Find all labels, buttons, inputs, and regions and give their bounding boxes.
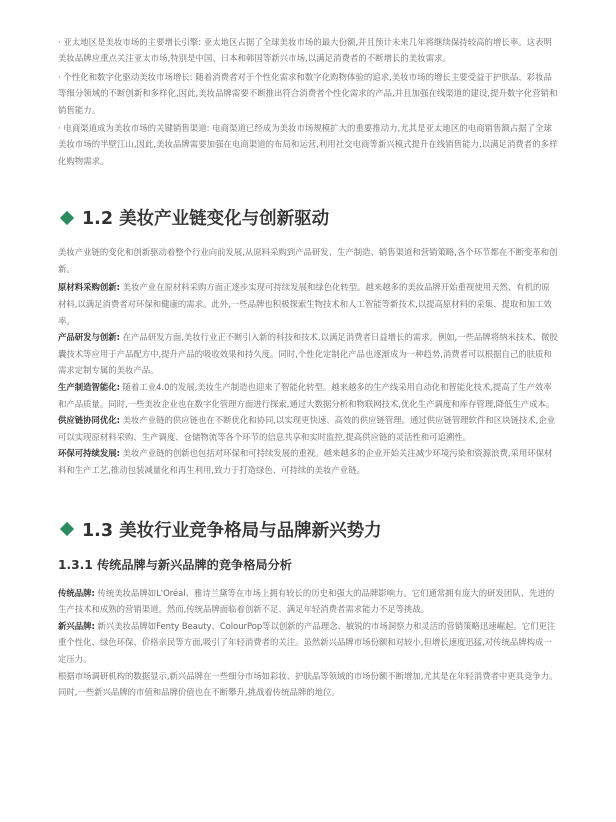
bullet-item: · 电商渠道成为美妆市场的关键销售渠道: 电商渠道已经成为美妆市场规模扩大的重要推动力,尤其是亚太地区的电商销售额占据了全球美妆市场的半壁江山,因此,美妆品牌需要加强在电商渠道的布局和运营,利用社交电商等新兴模式提升在线销售能力,以满足消费者的多样化购物需求。	[58, 123, 558, 166]
paragraph-traditional-brands	[58, 585, 558, 618]
item-label: 供应链协同优化:	[58, 415, 120, 426]
bullet-item: · 个性化和数字化驱动美妆市场增长: 随着消费者对于个性化需求和数字化购物体验的追求,美妆市场的增长主要受益于护肤品、彩妆品等细分领域的不断创新和多样化,因此,美妆品牌需要不断推出符合消费者个性化需求的产品,并且加强在线渠道的建设,提升数字化营销和销售能力。	[58, 71, 558, 115]
paragraph-emerging-brands	[58, 618, 558, 668]
item-text: 新兴美妆品牌如Fenty Beauty、ColourPop等以创新的产品理念、敏锐的市场洞察力和灵活的营销策略迅速崛起。它们更注重个性化、绿色环保、价格亲民等方面,吸引了年轻消费者的关注。虽然新兴品牌市场份额和对较小,但增长速度迅猛,对传统品牌构成一定压力。	[58, 620, 556, 664]
paragraph-conclusion: 根据市场调研机构的数据显示,新兴品牌在一些细分市场如彩妆、护肤品等领域的市场份额不断增加,尤其是在年轻消费者中更具竞争力。同时,一些新兴品牌的市值和品牌价值也在不断攀升,挑战着传统品牌的地位。	[58, 670, 558, 698]
item-label: 产品研发与创新:	[58, 332, 120, 343]
paragraph-rnd	[58, 329, 558, 379]
brand-analysis	[58, 585, 558, 701]
diamond-icon	[60, 522, 74, 536]
summary-bullets	[58, 34, 558, 169]
section-title: 1.3 美妆行业竞争格局与品牌新兴势力	[82, 520, 382, 541]
section-intro: 美妆产业链的变化和创新驱动着整个行业向前发展,从原料采购到产品研发、生产制造、销售渠道和营销策略,各个环节都在不断变革和创新。	[58, 247, 558, 274]
section-heading-1-2	[58, 205, 558, 230]
item-label: 原材料采购创新:	[58, 282, 120, 293]
bullet-item: · 亚太地区是美妆市场的主要增长引擎: 亚太地区占据了全球美妆市场的最大份额,并且预计未来几年将继续保持较高的增长率。这表明美妆品牌应重点关注亚太市场,特别是中国、日本和韩国等新兴市场,以满足消费者的不断增长的美妆需求。	[58, 37, 552, 64]
item-label: 生产制造智能化:	[58, 382, 120, 392]
item-text: 在产品研发方面,美妆行业正不断引入新的科技和技术,以满足消费者日益增长的需求。例如,一些品牌将纳米技术、微胶囊技术等应用于产品配方中,提升产品的吸收效果和持久度。同时,个性化定制化产品也逐渐成为一种趋势,消费者可以根据自己的肤质和需求定制专属的美妆产品。	[58, 332, 558, 376]
diamond-icon	[60, 211, 74, 225]
paragraph-supply-chain	[58, 412, 558, 445]
section-title: 1.2 美妆产业链变化与创新驱动	[82, 209, 330, 230]
subsection-title: 1.3.1 传统品牌与新兴品牌的竞争格局分析	[58, 557, 292, 572]
item-label: 传统品牌:	[58, 587, 95, 598]
item-text: 美妆产业在原材料采购方面正逐步实现可持续发展和绿色化转型。越来越多的美妆品牌开始重视使用天然、有机的原材料,以满足消费者对环保和健康的需求。此外,一些品牌也积极探索生物技术和人工智能等新技术,以提高原材料的采集、提取和加工效率。	[58, 282, 552, 326]
item-text: 美妆产业链的创新也包括对环保和可持续发展的重视。越来越多的企业开始关注减少环境污染和资源浪费,采用环保材料和生产工艺,推动包装减量化和再生利用,致力于打造绿色、可持续的美妆产业链。	[58, 448, 553, 475]
item-text: 美妆产业链的供应链也在不断优化和协同,以实现更快速、高效的供应链管理。通过供应链管理软件和区块链技术,企业可以实现原材料采购、生产调度、仓储物流等各个环节的信息共享和实时监控,提高供应链的灵活性和可追溯性。	[58, 415, 556, 442]
item-label: 环保可持续发展:	[58, 448, 120, 459]
section-heading-1-3	[58, 517, 558, 542]
paragraph-manufacturing	[58, 379, 558, 412]
item-label: 新兴品牌:	[58, 620, 95, 631]
item-text: 随着工业4.0的发展,美妆生产制造也迎来了智能化转型。越来越多的生产线采用自动化和智能化技术,提高了生产效率和产品质量。同时,一些美妆企业也在数字化管理方面进行探索,通过大数据分析和物联网技术,优化生产调度和库存管理,降低生产成本。	[58, 382, 555, 409]
paragraph-raw-material	[58, 279, 558, 329]
item-text: 传统美妆品牌如L'Oréal、雅诗兰黛等在市场上拥有较长的历史和强大的品牌影响力。它们通常拥有庞大的研发团队、先进的生产技术和成熟的营销渠道。然而,传统品牌面临着创新不足、满足年轻消费者需求能力不足等挑战。	[58, 587, 555, 615]
paragraph-sustainability	[58, 445, 558, 478]
